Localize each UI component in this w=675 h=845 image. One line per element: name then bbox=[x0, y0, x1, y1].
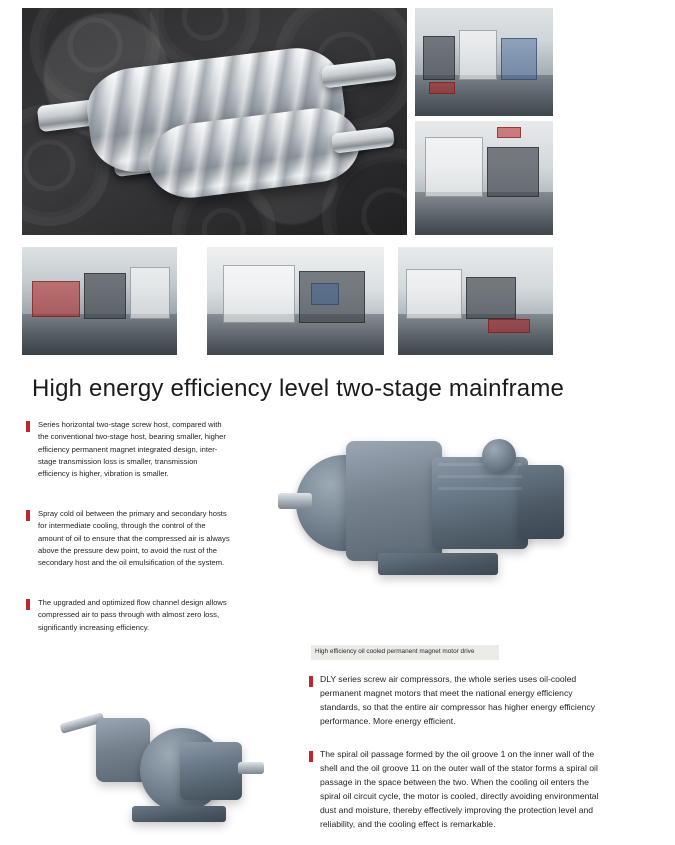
mainframe-rib bbox=[438, 475, 522, 478]
motor-base bbox=[132, 806, 226, 822]
photo-detail bbox=[497, 127, 521, 138]
photo-machine bbox=[406, 269, 462, 319]
permanent-magnet-motor-illustration bbox=[62, 698, 262, 828]
assembly-line-photo-3 bbox=[22, 247, 177, 355]
photo-machine bbox=[423, 36, 455, 80]
bullet-item-1 bbox=[26, 419, 231, 480]
bullet-item-3 bbox=[26, 597, 231, 634]
motor-flange bbox=[180, 742, 242, 800]
photo-machine bbox=[32, 281, 80, 317]
bullet-text-1: Series horizontal two-stage screw host, compared with the conventional two-stage host, bearing smaller, higher efficiency permanent magnet integrated design, inter-stage transmission loss is smaller, transmission efficiency is higher, vibration is smaller. bbox=[38, 420, 226, 479]
bullet-text-2: Spray cold oil between the primary and secondary hosts for intermediate cooling, through the control of the amount of oil to ensure that the compressed air is always above the pressure dew point, to avoid the rust of the secondary host and the oil emulsification of the system. bbox=[38, 509, 230, 568]
photo-machine bbox=[487, 147, 539, 197]
photo-machine bbox=[223, 265, 295, 323]
cnc-center-photo-4 bbox=[207, 247, 384, 355]
photo-machine bbox=[130, 267, 170, 319]
mainframe-first-stage-housing bbox=[346, 441, 442, 561]
mainframe-second-stage-housing bbox=[432, 457, 528, 549]
photo-machine bbox=[459, 30, 497, 80]
screw-rotor-illustration bbox=[36, 44, 396, 206]
photo-floor bbox=[415, 192, 553, 235]
bullet-marker-icon bbox=[26, 421, 30, 432]
right-block-text-1: DLY series screw air compressors, the whole series uses oil-cooled permanent magnet motors that meet the national energy efficiency standards, so that the entire air compressor has higher energy efficiency performance. More energy efficient. bbox=[320, 674, 595, 726]
mainframe-gearbox bbox=[518, 465, 564, 539]
photo-machine bbox=[84, 273, 126, 319]
right-block-2 bbox=[309, 748, 604, 832]
photo-detail bbox=[488, 319, 530, 333]
cnc-machine-photo-2 bbox=[415, 121, 553, 235]
photo-machine bbox=[466, 277, 516, 319]
motor-caption: High efficiency oil cooled permanent magnet motor drive bbox=[311, 645, 499, 660]
photo-detail bbox=[311, 283, 339, 305]
workshop-photo-5 bbox=[398, 247, 553, 355]
photo-machine bbox=[425, 137, 483, 197]
mainframe-input-shaft bbox=[278, 493, 312, 509]
bullet-marker-icon bbox=[309, 676, 313, 687]
factory-line-photo-1 bbox=[415, 8, 553, 116]
photo-machine bbox=[501, 38, 537, 80]
photo-floor bbox=[22, 314, 177, 355]
bullet-text-3: The upgraded and optimized flow channel design allows compressed air to pass through with almost zero loss, significantly increasing efficiency. bbox=[38, 598, 227, 632]
right-block-1 bbox=[309, 673, 604, 729]
bullet-marker-icon bbox=[309, 751, 313, 762]
mainframe-port bbox=[482, 439, 516, 473]
photo-detail bbox=[429, 82, 455, 94]
two-stage-mainframe-illustration bbox=[286, 413, 576, 603]
right-block-text-2: The spiral oil passage formed by the oil groove 1 on the inner wall of the shell and the oil groove 11 on the outer wall of the stator forms a spiral oil passage in the space between the two. When the cooling oil enters the spiral oil circuit cycle, the motor is cooled, directly avoiding environmental dust and moisture, thereby effectively improving the protection level and reliability, and the cooling effect is remarkable. bbox=[320, 749, 599, 829]
bullet-item-2 bbox=[26, 508, 231, 569]
bullet-marker-icon bbox=[26, 510, 30, 521]
hero-rotor-image bbox=[22, 8, 407, 235]
page-title: High energy efficiency level two-stage mainframe bbox=[32, 375, 565, 402]
bullet-marker-icon bbox=[26, 599, 30, 610]
mainframe-base bbox=[378, 553, 498, 575]
motor-output-shaft bbox=[238, 762, 264, 774]
image-gallery bbox=[22, 8, 553, 355]
mainframe-rib bbox=[438, 487, 522, 490]
